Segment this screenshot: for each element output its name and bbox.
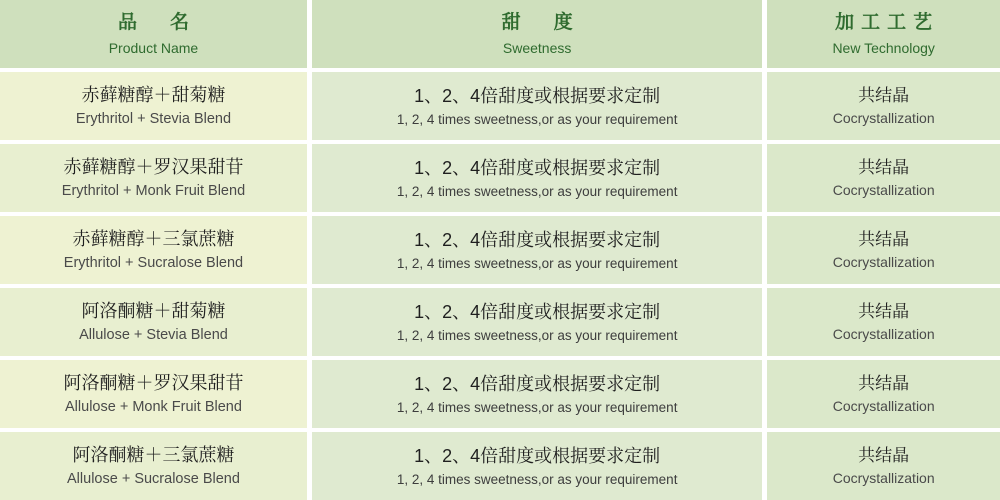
cell-technology xyxy=(767,288,1000,356)
technology-cn: 共结晶 xyxy=(858,86,910,106)
cell-product-name xyxy=(0,72,307,140)
sweetness-cn: 1、2、4倍甜度或根据要求定制 xyxy=(414,445,661,466)
technology-cn: 共结晶 xyxy=(858,158,910,178)
table-row xyxy=(0,288,1000,356)
product-name-cn: 赤藓糖醇＋甜菊糖 xyxy=(81,85,226,106)
cell-sweetness xyxy=(312,288,763,356)
column-header-technology-en: New Technology xyxy=(832,39,935,56)
product-name-en: Allulose + Monk Fruit Blend xyxy=(65,399,242,416)
column-header-sweetness-cn: 甜 度 xyxy=(501,11,580,33)
cell-technology xyxy=(767,72,1000,140)
table-row xyxy=(0,432,1000,500)
technology-en: Cocrystallization xyxy=(832,398,935,415)
technology-en: Cocrystallization xyxy=(832,254,935,271)
product-name-en: Allulose + Stevia Blend xyxy=(79,327,228,344)
sweetness-en: 1, 2, 4 times sweetness,or as your requirement xyxy=(396,327,678,343)
column-header-product-name-en: Product Name xyxy=(108,39,199,56)
technology-cn: 共结晶 xyxy=(858,374,910,394)
sweetness-en: 1, 2, 4 times sweetness,or as your requirement xyxy=(396,183,678,199)
sweetness-en: 1, 2, 4 times sweetness,or as your requirement xyxy=(396,111,678,127)
column-header-product-name xyxy=(0,0,307,68)
table-header-row xyxy=(0,0,1000,68)
product-name-en: Erythritol + Stevia Blend xyxy=(75,111,232,128)
sweetness-cn: 1、2、4倍甜度或根据要求定制 xyxy=(414,229,661,250)
technology-en: Cocrystallization xyxy=(832,182,935,199)
technology-en: Cocrystallization xyxy=(832,326,935,343)
sweetness-en: 1, 2, 4 times sweetness,or as your requirement xyxy=(396,399,678,415)
technology-cn: 共结晶 xyxy=(858,446,910,466)
product-name-cn: 阿洛酮糖＋三氯蔗糖 xyxy=(72,445,235,466)
product-name-en: Erythritol + Sucralose Blend xyxy=(63,255,244,272)
cell-technology xyxy=(767,216,1000,284)
product-name-cn: 阿洛酮糖＋甜菊糖 xyxy=(81,301,226,322)
sweetness-cn: 1、2、4倍甜度或根据要求定制 xyxy=(414,85,661,106)
product-name-cn: 赤藓糖醇＋三氯蔗糖 xyxy=(72,229,235,250)
technology-cn: 共结晶 xyxy=(858,230,910,250)
table-row xyxy=(0,216,1000,284)
cell-product-name xyxy=(0,216,307,284)
column-header-technology xyxy=(767,0,1000,68)
table-row xyxy=(0,360,1000,428)
technology-cn: 共结晶 xyxy=(858,302,910,322)
product-name-cn: 赤藓糖醇＋罗汉果甜苷 xyxy=(63,157,244,178)
sweetness-en: 1, 2, 4 times sweetness,or as your requirement xyxy=(396,471,678,487)
cell-technology xyxy=(767,360,1000,428)
cell-technology xyxy=(767,144,1000,212)
product-name-cn: 阿洛酮糖＋罗汉果甜苷 xyxy=(63,373,244,394)
cell-technology xyxy=(767,432,1000,500)
cell-sweetness xyxy=(312,72,763,140)
sweetness-en: 1, 2, 4 times sweetness,or as your requirement xyxy=(396,255,678,271)
column-header-product-name-cn: 品 名 xyxy=(117,11,196,33)
column-header-technology-cn: 加工工艺 xyxy=(835,11,940,33)
cell-sweetness xyxy=(312,432,763,500)
sweetness-cn: 1、2、4倍甜度或根据要求定制 xyxy=(414,157,661,178)
cell-product-name xyxy=(0,360,307,428)
sweetness-cn: 1、2、4倍甜度或根据要求定制 xyxy=(414,301,661,322)
table-row xyxy=(0,72,1000,140)
cell-product-name xyxy=(0,144,307,212)
cell-sweetness xyxy=(312,216,763,284)
cell-sweetness xyxy=(312,360,763,428)
product-name-en: Erythritol + Monk Fruit Blend xyxy=(61,183,246,200)
table-row xyxy=(0,144,1000,212)
product-name-en: Allulose + Sucralose Blend xyxy=(67,471,240,488)
technology-en: Cocrystallization xyxy=(832,470,935,487)
column-header-sweetness xyxy=(312,0,763,68)
sweetness-cn: 1、2、4倍甜度或根据要求定制 xyxy=(414,373,661,394)
technology-en: Cocrystallization xyxy=(832,110,935,127)
cell-product-name xyxy=(0,288,307,356)
column-header-sweetness-en: Sweetness xyxy=(502,39,572,56)
cell-sweetness xyxy=(312,144,763,212)
cell-product-name xyxy=(0,432,307,500)
